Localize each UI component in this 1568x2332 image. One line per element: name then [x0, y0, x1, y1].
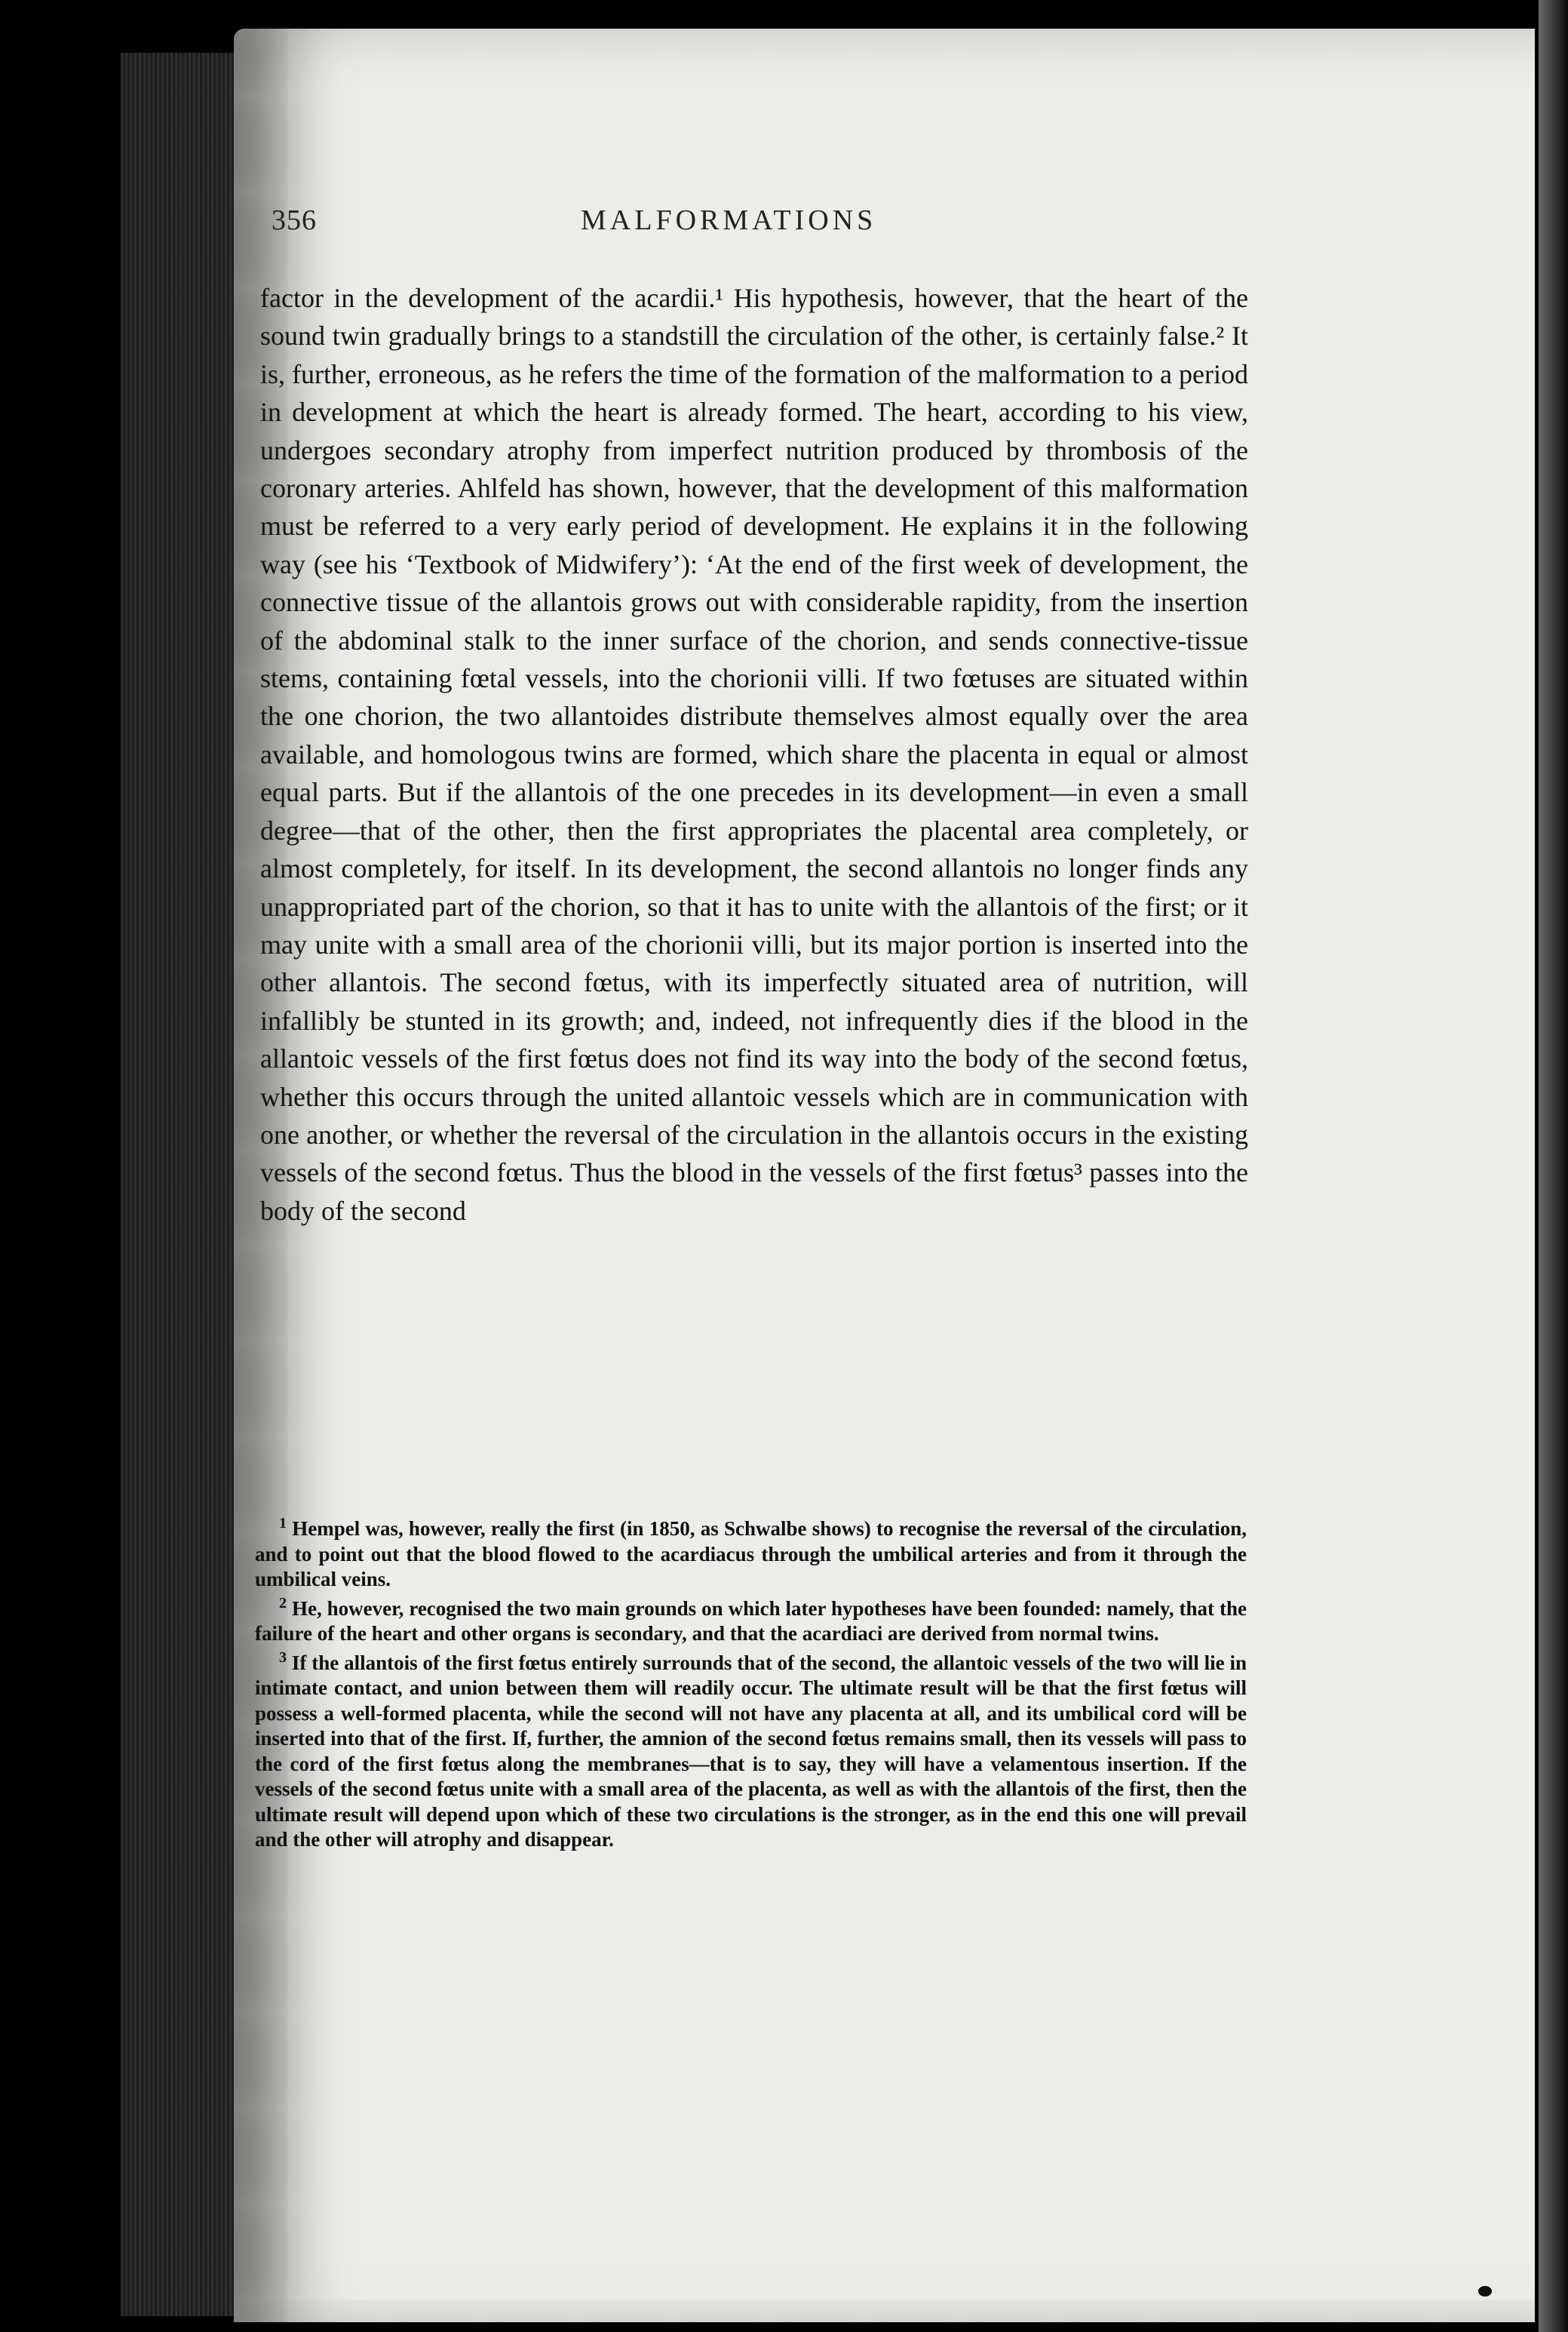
footnote-1-mark: 1	[279, 1515, 287, 1532]
scan-right-edge	[1539, 0, 1568, 2332]
running-title: MALFORMATIONS	[581, 204, 877, 236]
footnotes	[255, 1516, 1247, 1857]
footnote-2	[255, 1596, 1247, 1647]
body-text	[260, 279, 1248, 1230]
page-header	[272, 204, 1244, 249]
footnote-1	[255, 1516, 1247, 1593]
footnote-1-text: Hempel was, however, really the first (in 1850, as Schwalbe shows) to recognise the reversal of the circulation, and to point out that the blood flowed to the acardiacus through the umbilical arteries and from it through the umbilical veins.	[255, 1517, 1247, 1590]
scan-speck	[1478, 2286, 1492, 2297]
footnote-3-mark: 3	[279, 1648, 287, 1666]
page-number: 356	[272, 204, 317, 236]
footnote-2-text: He, however, recognised the two main grounds on which later hypotheses have been founded: namely, that the failure of the heart and other organs is secondary, and that the acardiaci are derived from normal twins.	[255, 1596, 1247, 1645]
footnote-2-mark: 2	[279, 1594, 287, 1612]
book-page-edges	[121, 53, 234, 2316]
footnote-3-text: If the allantois of the first fœtus entirely surrounds that of the second, the allantoic vessels of the two will lie in intimate contact, and union between them will readily occur. The ultimate result will be that the first fœtus will possess a well-formed placenta, while the second will not have any placenta at all, and its umbilical cord will be inserted into that of the first. If, further, the amnion of the second fœtus remains small, then its vessels will pass to the cord of the first fœtus along the membranes—that is to say, they will have a velamentous insertion. If the vessels of the second fœtus unite with a small area of the placenta, as well as with the allantois of the first, then the ultimate result will depend upon which of these two circulations is the stronger, as in the end this one will prevail and the other will atrophy and disappear.	[255, 1651, 1247, 1851]
footnote-3	[255, 1648, 1247, 1853]
body-paragraph: factor in the development of the acardii.¹ His hypothesis, however, that the heart of the sound twin gradually brings to a standstill the circulation of the other, is certainly false.² It is, further, erroneous, as he refers the time of the formation of the malformation to a period in development at which the heart is already formed. The heart, according to his view, undergoes secondary atrophy from imperfect nutrition produced by thrombosis of the coronary arteries. Ahlfeld has shown, however, that the development of this malformation must be referred to a very early period of development. He explains it in the following way (see his ‘Textbook of Midwifery’): ‘At the end of the first week of development, the connective tissue of the allantois grows out with considerable rapidity, from the insertion of the abdominal stalk to the inner surface of the chorion, and sends connective-tissue stems, containing fœtal vessels, into the chorionii villi. If two fœtuses are situated within the one chorion, the two allantoides distribute themselves almost equally over the area available, and homologous twins are formed, which share the placenta in equal or almost equal parts. But if the allantois of the one precedes in its development—in even a small degree—that of the other, then the first appropriates the placental area completely, or almost completely, for itself. In its development, the second allantois no longer finds any unappropriated part of the chorion, so that it has to unite with the allantois of the first; or it may unite with a small area of the chorionii villi, but its major portion is inserted into the other allantois. The second fœtus, with its imperfectly situated area of nutrition, will infallibly be stunted in its growth; and, indeed, not infrequently dies if the blood in the allantoic vessels of the first fœtus does not find its way into the body of the second fœtus, whether this occurs through the united allantoic vessels which are in communication with one another, or whether the reversal of the circulation in the allantois occurs in the existing vessels of the second fœtus. Thus the blood in the vessels of the first fœtus³ passes into the body of the second	[260, 283, 1248, 1226]
